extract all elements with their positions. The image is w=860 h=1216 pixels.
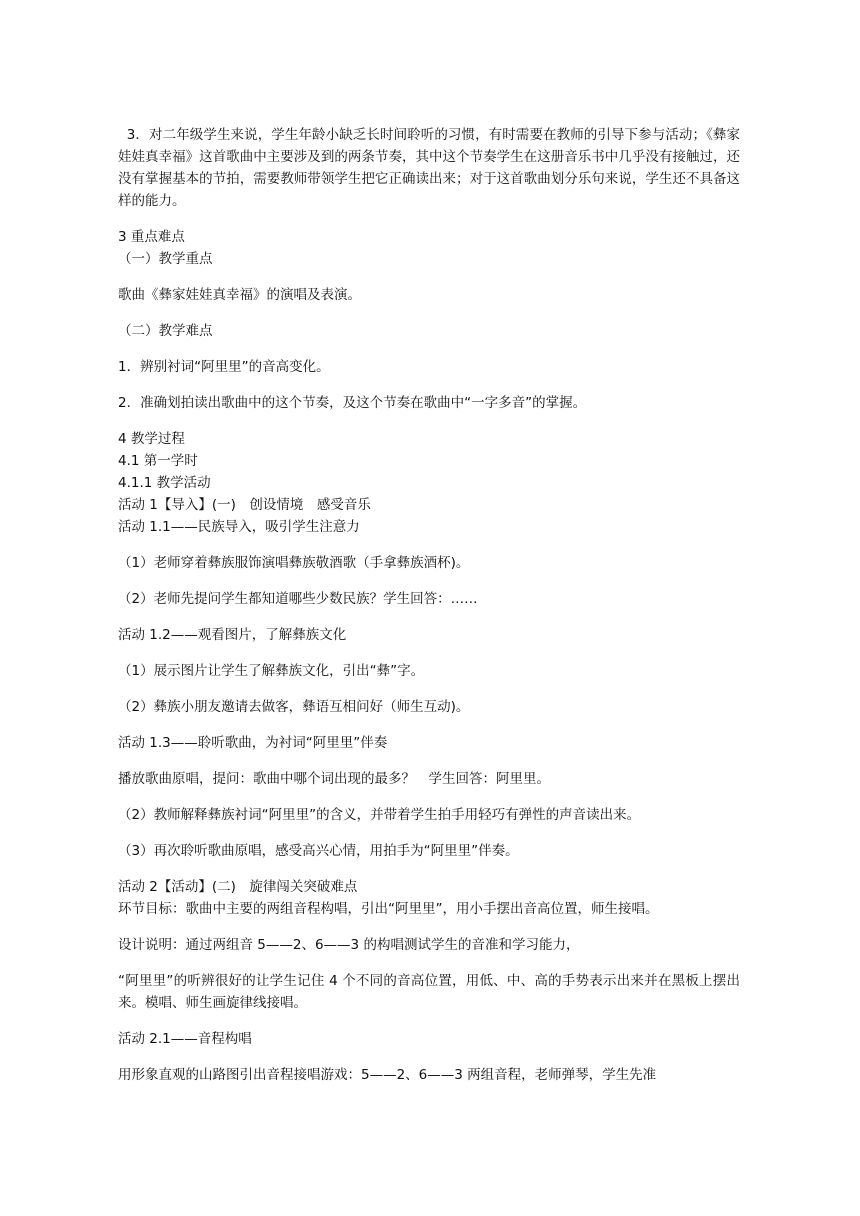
heading-activity-1: 活动 1【导入】(一) 创设情境 感受音乐 xyxy=(118,497,371,513)
paragraph-activity-1-3-item-1: 播放歌曲原唱，提问：歌曲中哪个词出现的最多？ 学生回答：阿里里。 xyxy=(118,771,550,787)
heading-teaching-activities: 4.1.1 教学活动 xyxy=(118,475,211,491)
heading-activity-1-2: 活动 1.2——观看图片，了解彝族文化 xyxy=(118,627,347,643)
paragraph-activity-1-2-item-2: （2）彝族小朋友邀请去做客，彝语互相问好（师生互动)。 xyxy=(118,699,470,715)
subheading-teaching-focus: （一）教学重点 xyxy=(118,251,213,267)
heading-activity-2: 活动 2【活动】(二) 旋律闯关突破难点 xyxy=(118,879,358,895)
paragraph-focus: 歌曲《彝家娃娃真幸福》的演唱及表演。 xyxy=(118,287,361,303)
heading-key-difficulties: 3 重点难点 xyxy=(118,229,185,245)
subheading-teaching-difficulty: （二）教学难点 xyxy=(118,323,213,339)
heading-activity-1-3: 活动 1.3——聆听歌曲，为衬词“阿里里”伴奏 xyxy=(118,735,388,751)
paragraph-difficulty-2: 2．准确划拍读出歌曲中的这个节奏，及这个节奏在歌曲中“一字多音”的掌握。 xyxy=(118,395,587,411)
paragraph-design-note: 设计说明：通过两组音 5——2、6——3 的构唱测试学生的音准和学习能力， xyxy=(118,937,580,953)
heading-teaching-process: 4 教学过程 xyxy=(118,431,185,447)
paragraph-activity-1-3-item-2: （2）教师解释彝族衬词“阿里里”的含义，并带着学生拍手用轻巧有弹性的声音读出来。 xyxy=(118,807,641,823)
paragraph-student-analysis: 3．对二年级学生来说，学生年龄小缺乏长时间聆听的习惯，有时需要在教师的引导下参与活动；《彝家娃娃真幸福》这首歌曲中主要涉及到的两条节奏，其中这个节奏学生在这册音乐书中几乎没有接触过，还没有掌握基本的节拍，需要教师带领学生把它正确读出来；对于这首歌曲划分乐句来说，学生还不具备这样的能力。 xyxy=(118,127,740,209)
paragraph-difficulty-1: 1．辨别衬词“阿里里”的音高变化。 xyxy=(118,359,330,375)
paragraph-alili-listening: “阿里里”的听辨很好的让学生记住 4 个不同的音高位置，用低、中、高的手势表示出来并在黑板上摆出来。模唱、师生画旋律线接唱。 xyxy=(118,973,740,1011)
paragraph-activity-1-2-item-1: （1）展示图片让学生了解彝族文化，引出“彝”字。 xyxy=(118,663,425,679)
paragraph-segment-goal: 环节目标：歌曲中主要的两组音程构唱，引出“阿里里”，用小手摆出音高位置，师生接唱。 xyxy=(118,901,659,917)
heading-activity-2-1: 活动 2.1——音程构唱 xyxy=(118,1031,252,1047)
heading-activity-1-1: 活动 1.1——民族导入，吸引学生注意力 xyxy=(118,519,360,535)
paragraph-activity-1-1-item-1: （1）老师穿着彝族服饰演唱彝族敬酒歌（手拿彝族酒杯)。 xyxy=(118,555,470,571)
paragraph-interval-game: 用形象直观的山路图引出音程接唱游戏：5——2、6——3 两组音程，老师弹琴，学生先准 xyxy=(118,1067,657,1083)
paragraph-activity-1-1-item-2: （2）老师先提问学生都知道哪些少数民族？学生回答：…… xyxy=(118,591,478,607)
paragraph-activity-1-3-item-3: （3）再次聆听歌曲原唱，感受高兴心情，用拍手为“阿里里”伴奏。 xyxy=(118,843,519,859)
heading-first-period: 4.1 第一学时 xyxy=(118,453,198,469)
document-body xyxy=(118,124,740,1086)
